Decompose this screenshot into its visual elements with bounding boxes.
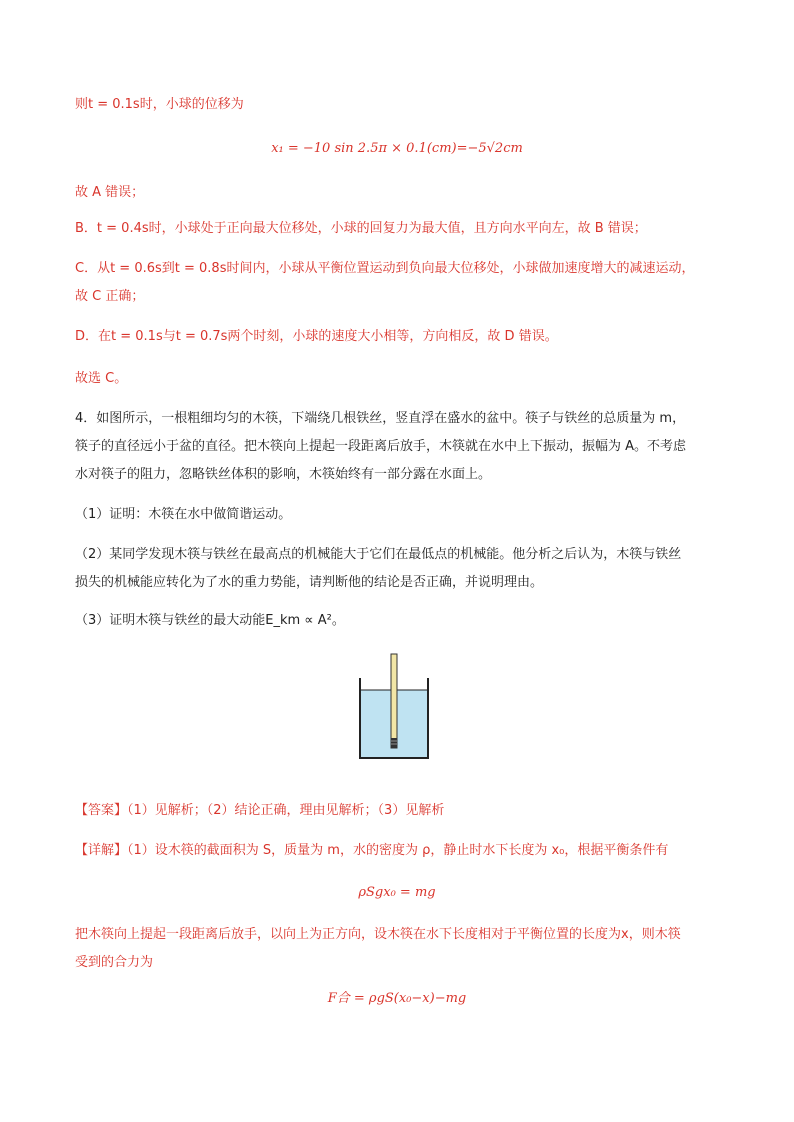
detail-line2: 把木筷向上提起一段距离后放手，以向上为正方向，设木筷在水下长度相对于平衡位置的长度为x，则木筷 bbox=[75, 927, 681, 942]
answer-summary: 【答案】（1）见解析；（2）结论正确，理由见解析；（3）见解析 bbox=[75, 803, 445, 818]
answer-option-b: B．t = 0.4s时，小球处于正向最大位移处，小球的回复力为最大值，且方向水平向左，故 B 错误； bbox=[75, 221, 647, 236]
iron-wire bbox=[391, 738, 397, 748]
chopstick bbox=[391, 654, 397, 748]
answer-p1: 则t = 0.1s时，小球的位移为 bbox=[75, 97, 244, 112]
question-4-part2-line2: 损失的机械能应转化为了水的重力势能，请判断他的结论是否正确，并说明理由。 bbox=[75, 575, 544, 590]
question-4-line2: 筷子的直径远小于盆的直径。把木筷向上提起一段距离后放手，木筷就在水中上下振动，振幅为 A。不考虑 bbox=[75, 439, 687, 454]
answer-choice: 故选 C。 bbox=[75, 371, 128, 386]
chopstick-basin-figure bbox=[340, 648, 452, 764]
question-4-line1: 4．如图所示，一根粗细均匀的木筷，下端绕几根铁丝，竖直浮在盛水的盆中。筷子与铁丝的总质量为 m， bbox=[75, 411, 686, 426]
question-4-line3: 水对筷子的阻力，忽略铁丝体积的影响，木筷始终有一部分露在水面上。 bbox=[75, 467, 492, 482]
question-4-part3: （3）证明木筷与铁丝的最大动能E_km ∝ A²。 bbox=[75, 613, 345, 628]
answer-p2: 故 A 错误； bbox=[75, 185, 145, 200]
equation-equilibrium: ρSgx₀ = mg bbox=[358, 885, 436, 900]
equation-net-force: F合 = ρgS(x₀−x)−mg bbox=[327, 991, 467, 1006]
question-4-part2-line1: （2）某同学发现木筷与铁丝在最高点的机械能大于它们在最低点的机械能。他分析之后认为，木筷与铁丝 bbox=[75, 547, 682, 562]
answer-option-c-line2: 故 C 正确； bbox=[75, 289, 145, 304]
detail-line1: 【详解】（1）设木筷的截面积为 S，质量为 m，水的密度为 ρ，静止时水下长度为 x₀，根据平衡条件有 bbox=[75, 843, 669, 858]
detail-line3: 受到的合力为 bbox=[75, 955, 154, 970]
question-4-part1: （1）证明：木筷在水中做简谐运动。 bbox=[75, 507, 292, 522]
answer-option-d: D．在t = 0.1s与t = 0.7s两个时刻，小球的速度大小相等，方向相反，故 D 错误。 bbox=[75, 329, 558, 344]
equation-displacement: x₁ = −10 sin 2.5π × 0.1(cm)=−5√2cm bbox=[271, 141, 523, 156]
answer-option-c-line1: C．从t = 0.6s到t = 0.8s时间内，小球从平衡位置运动到负向最大位移处，小球做加速度增大的减速运动， bbox=[75, 261, 695, 276]
